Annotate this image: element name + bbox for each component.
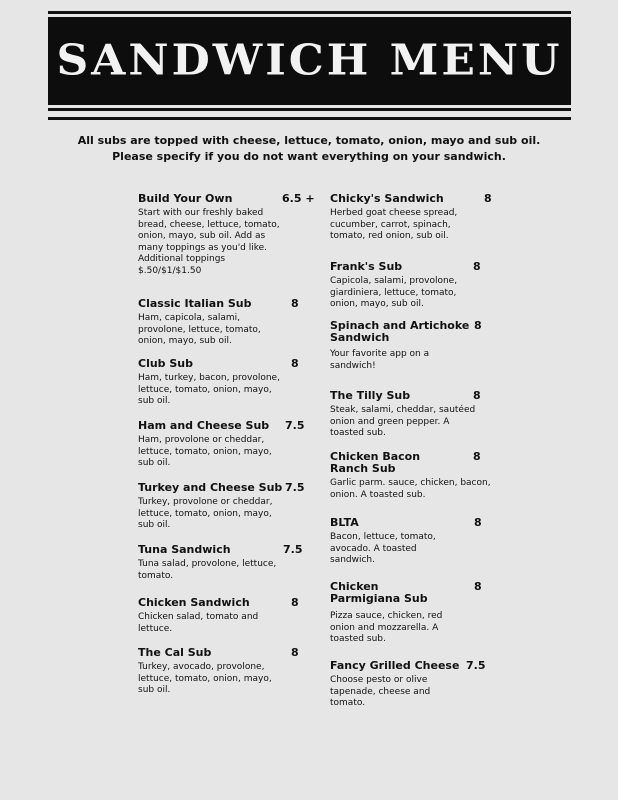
menu-item-chicken-parmigiana-sub xyxy=(330,581,520,646)
top-rule xyxy=(48,11,571,14)
item-name: Ham and Cheese Sub xyxy=(138,419,270,432)
item-description: Turkey, avocado, provolone, lettuce, tomato, onion, mayo, sub oil. xyxy=(138,662,272,695)
item-price: 7.5 xyxy=(285,419,305,432)
item-description: Bacon, lettuce, tomato, avocado. A toasted sandwich. xyxy=(330,532,436,565)
menu-item-club-sub xyxy=(138,358,328,408)
item-name: Club Sub xyxy=(138,357,194,370)
item-name: Chicken Sandwich xyxy=(138,596,250,609)
item-price: 7.5 xyxy=(466,659,486,672)
menu-item-fancy-grilled-cheese xyxy=(330,660,520,710)
item-description: Start with our freshly baked bread, cheese, lettuce, tomato, onion, mayo, sub oil. Add as many toppings as you'd like. xyxy=(138,208,280,253)
item-description: Herbed goat cheese spread, cucumber, carrot, spinach, tomato, red onion, sub oil. xyxy=(330,208,458,241)
item-price: 8 xyxy=(474,580,482,593)
item-price: 8 xyxy=(474,516,482,529)
item-price: 6.5 + xyxy=(282,192,315,205)
item-name: The Tilly Sub xyxy=(330,389,411,402)
item-description: Capicola, salami, provolone, giardiniera, lettuce, tomato, onion, mayo, sub oil. xyxy=(330,276,458,309)
item-description: Pizza sauce, chicken, red onion and mozzarella. A toasted sub. xyxy=(330,611,443,644)
item-name: BLTA xyxy=(330,516,359,529)
bottom-rule-1 xyxy=(48,108,571,111)
menu-item-blta xyxy=(330,517,520,567)
bottom-rule-2 xyxy=(48,117,571,120)
item-price: 8 xyxy=(291,297,299,310)
item-name: Tuna Sandwich xyxy=(138,543,231,556)
item-description: Steak, salami, cheddar, sautéed onion and green pepper. A toasted sub. xyxy=(330,405,476,438)
item-price: 7.5 xyxy=(283,543,303,556)
item-price: 8 xyxy=(474,319,482,332)
menu-item-the-tilly-sub xyxy=(330,390,520,440)
page-title: SANDWICH MENU xyxy=(56,36,563,85)
item-price: 8 xyxy=(291,596,299,609)
item-name: Build Your Own xyxy=(138,192,233,205)
item-description: Choose pesto or olive tapenade, cheese and tomato. xyxy=(330,675,431,708)
item-price: 8 xyxy=(473,260,481,273)
item-name: Classic Italian Sub xyxy=(138,297,252,310)
menu-item-ham-and-cheese-sub xyxy=(138,420,328,470)
menu-item-chicken-sandwich xyxy=(138,597,328,635)
item-name: Frank's Sub xyxy=(330,260,403,273)
item-name: Spinach and Artichoke Sandwich xyxy=(330,319,470,344)
item-description: Ham, capicola, salami, provolone, lettuce, tomato, onion, mayo, sub oil. xyxy=(138,313,261,346)
title-banner xyxy=(48,17,571,105)
menu-item-the-cal-sub xyxy=(138,647,328,697)
item-description: Garlic parm. sauce, chicken, bacon, onion. A toasted sub. xyxy=(330,478,491,500)
menu-item-build-your-own xyxy=(138,193,328,277)
item-description: Your favorite app on a sandwich! xyxy=(330,349,430,371)
menu-item-turkey-and-cheese-sub xyxy=(138,482,328,532)
item-description: Turkey, provolone or cheddar, lettuce, tomato, onion, mayo, sub oil. xyxy=(138,497,273,530)
menu-item-spinach-and-artichoke-sandwich xyxy=(330,320,520,372)
item-description: Chicken salad, tomato and lettuce. xyxy=(138,612,259,634)
menu-item-chickys-sandwich xyxy=(330,193,520,243)
menu-item-classic-italian-sub xyxy=(138,298,328,348)
item-description: Ham, provolone or cheddar, lettuce, tomato, onion, mayo, sub oil. xyxy=(138,435,272,468)
item-price: 8 xyxy=(473,450,481,463)
item-price: 7.5 xyxy=(285,481,305,494)
item-name: The Cal Sub xyxy=(138,646,212,659)
item-name: Chicken Parmigiana Sub xyxy=(330,580,428,605)
menu-item-chicken-bacon-ranch-sub xyxy=(330,451,520,501)
item-price: 8 xyxy=(473,389,481,402)
item-description: Tuna salad, provolone, lettuce, tomato. xyxy=(138,559,277,581)
item-extra: Additional toppings $.50/$1/$1.50 xyxy=(138,254,226,276)
item-description: Ham, turkey, bacon, provolone, lettuce, tomato, onion, mayo, sub oil. xyxy=(138,373,280,406)
menu-item-franks-sub xyxy=(330,261,520,311)
item-price: 8 xyxy=(484,192,492,205)
item-name: Chicky's Sandwich xyxy=(330,192,444,205)
item-name: Turkey and Cheese Sub xyxy=(138,481,283,494)
item-price: 8 xyxy=(291,357,299,370)
item-price: 8 xyxy=(291,646,299,659)
item-name: Fancy Grilled Cheese xyxy=(330,659,460,672)
menu-item-tuna-sandwich xyxy=(138,544,328,582)
item-name: Chicken Bacon Ranch Sub xyxy=(330,450,421,475)
intro-text: All subs are topped with cheese, lettuce, tomato, onion, mayo and sub oil. Please specify if you do not want everything on your sandwich. xyxy=(77,134,541,163)
